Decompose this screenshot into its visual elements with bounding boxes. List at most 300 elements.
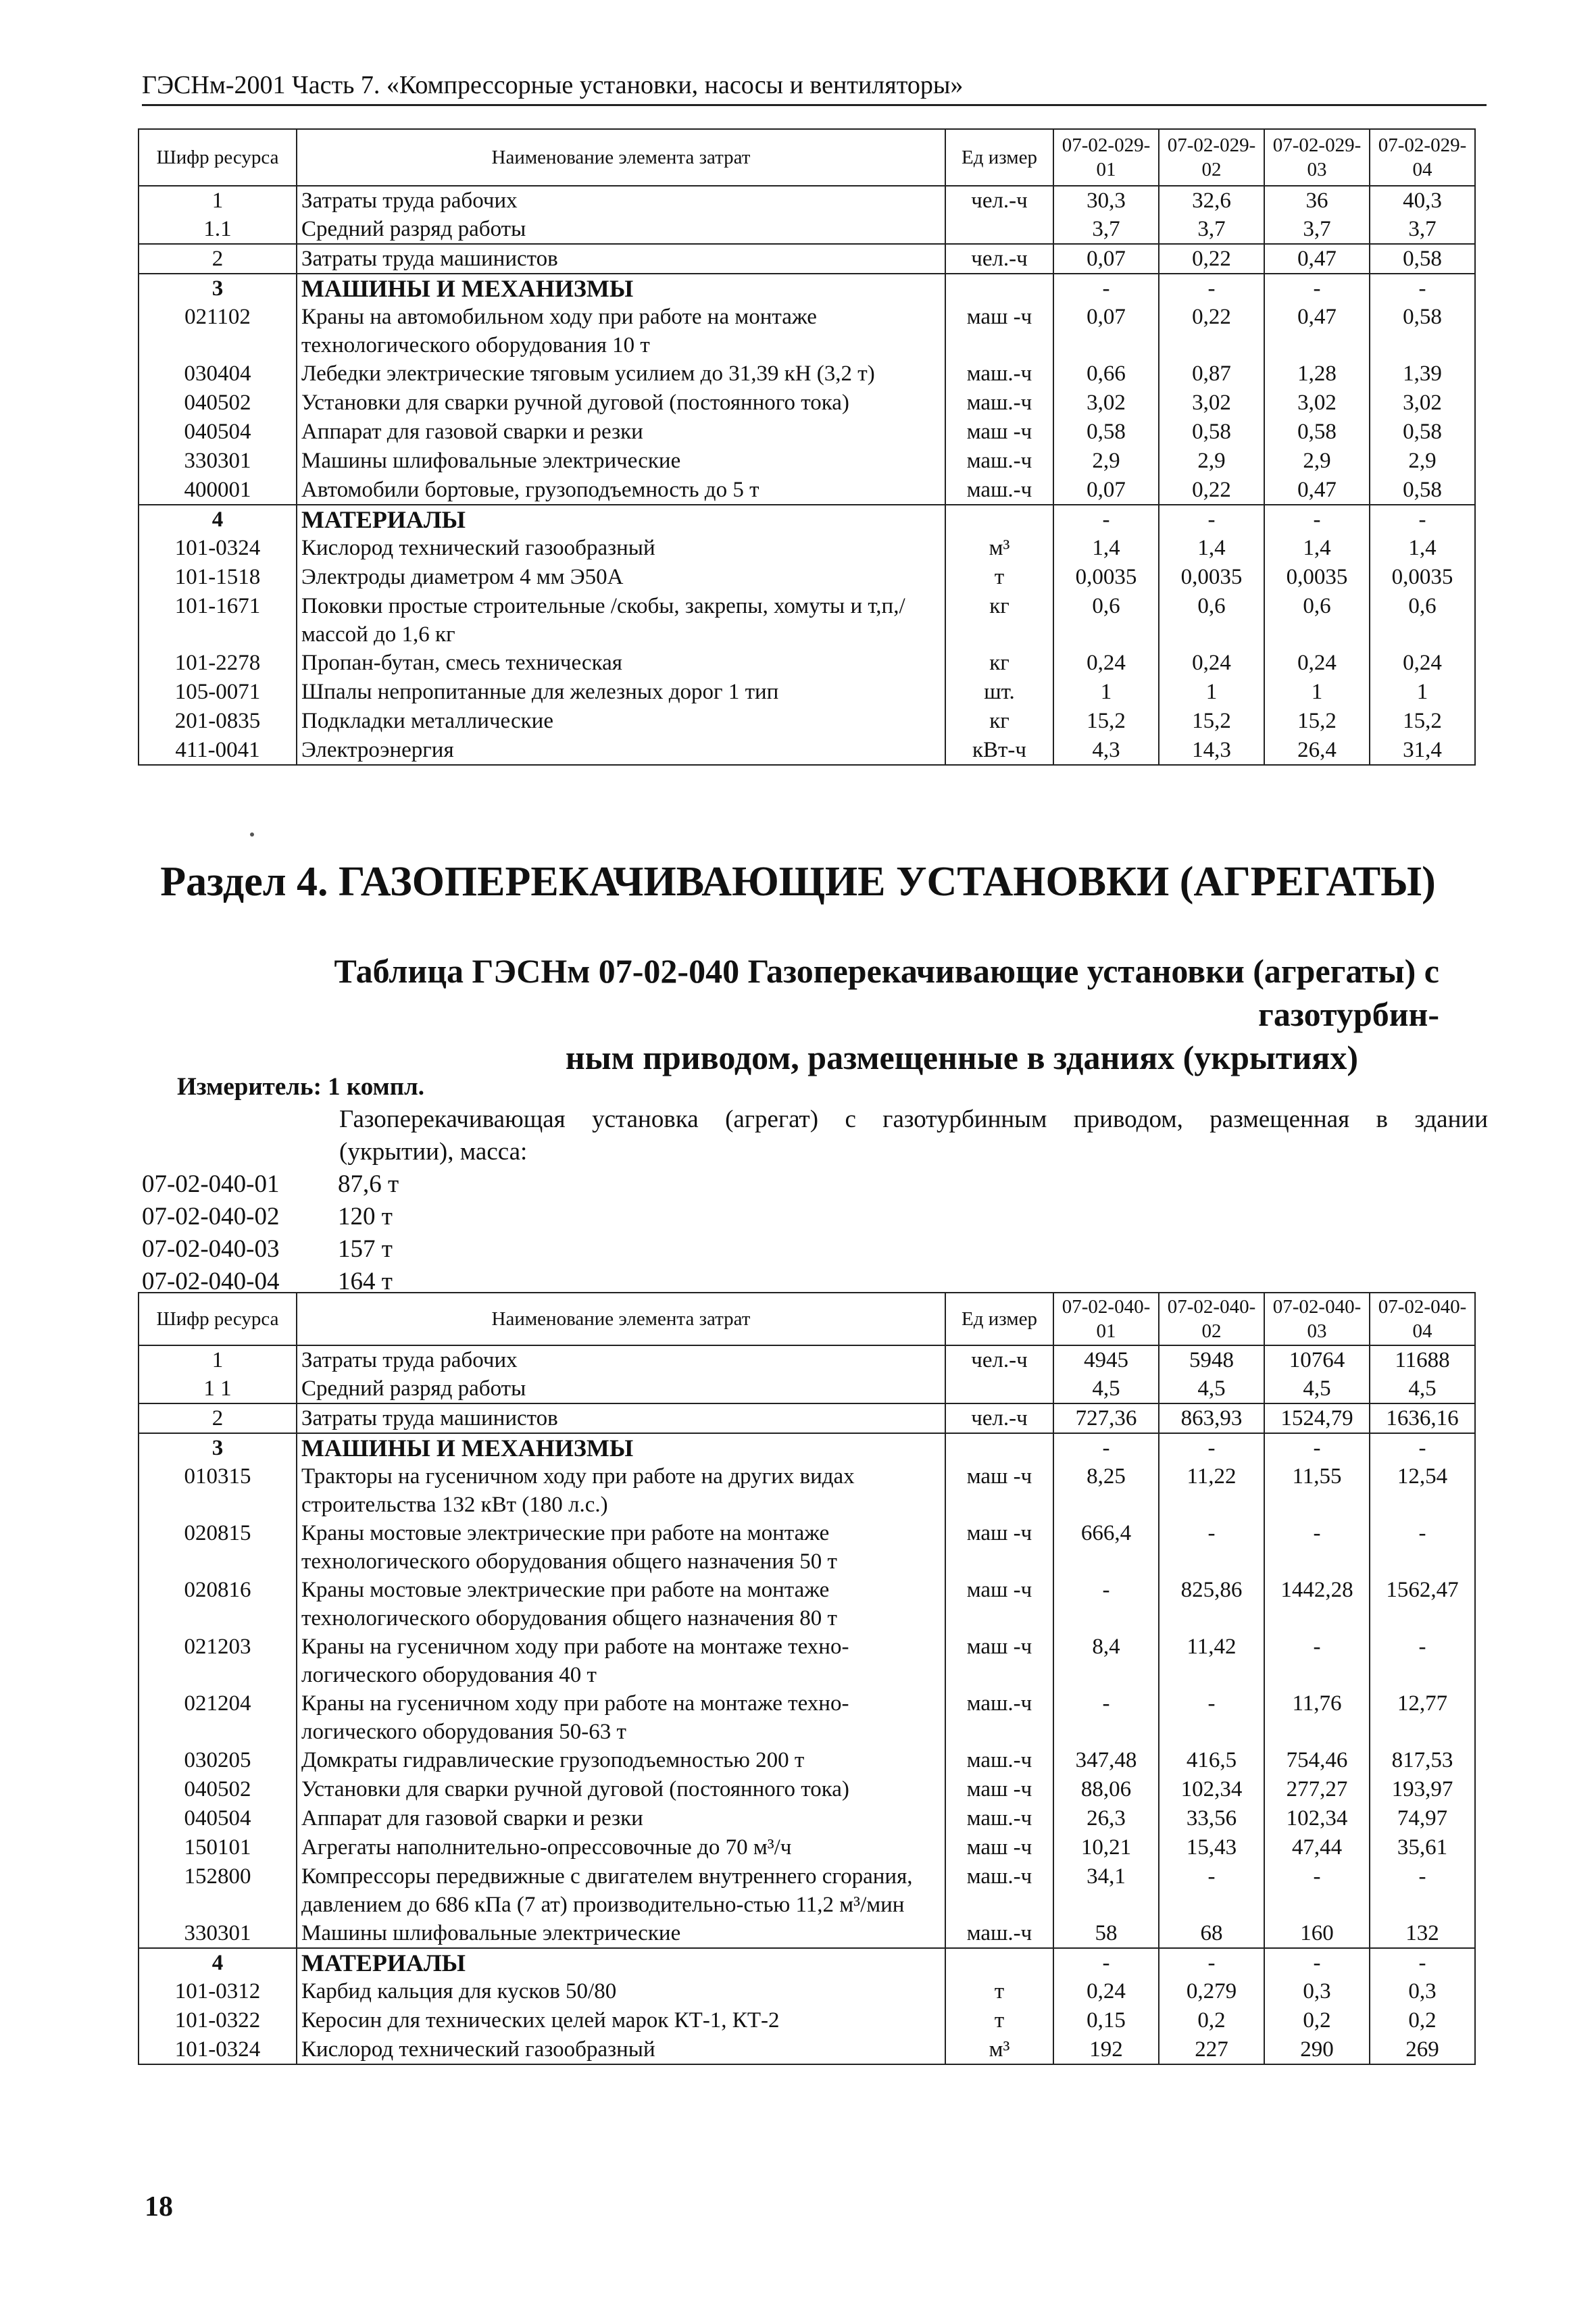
col-header-code: Шифр ресурса (139, 129, 297, 186)
resource-table-029 (138, 128, 1476, 766)
measure-label: Измеритель: (177, 1073, 322, 1101)
col-header-variant: 07-02-029-03 (1264, 129, 1370, 186)
value-cell: - (1159, 274, 1264, 303)
value-cell: 11,55 (1264, 1462, 1370, 1519)
unit: маш.-ч (945, 1919, 1053, 1948)
resource-name: Кислород технический газообразный (297, 2035, 945, 2064)
value-cell: 160 (1264, 1919, 1370, 1948)
value-cell: 1,39 (1370, 359, 1475, 389)
value-cell: 3,7 (1159, 215, 1264, 244)
value-cell: 32,6 (1159, 186, 1264, 215)
value-cell: 3,7 (1370, 215, 1475, 244)
value-cell: 0,22 (1159, 244, 1264, 274)
value-cell: 0,6 (1264, 592, 1370, 649)
value-cell: 0,0035 (1053, 563, 1159, 592)
table-row (139, 1775, 1475, 1804)
table-title-line-1: Таблица ГЭСНм 07-02-040 Газоперекачивающие установки (агрегаты) с газотурбин- (334, 952, 1439, 1033)
table-row (139, 563, 1475, 592)
resource-name: Затраты труда рабочих (297, 186, 945, 215)
value-cell: 47,44 (1264, 1833, 1370, 1862)
value-cell: - (1053, 1689, 1159, 1746)
value-cell: - (1370, 505, 1475, 534)
value-cell: 0,2 (1159, 2006, 1264, 2035)
value-cell: 3,02 (1264, 389, 1370, 418)
table-row (139, 1345, 1475, 1374)
value-cell: 15,2 (1159, 707, 1264, 736)
table-title-line-2: ным приводом, размещенные в зданиях (укрытиях) (565, 1039, 1358, 1076)
value-cell: 33,56 (1159, 1804, 1264, 1833)
table-row (139, 1746, 1475, 1775)
value-cell: - (1370, 1519, 1475, 1576)
unit: маш.-ч (945, 1689, 1053, 1746)
table-row (139, 1689, 1475, 1746)
col-header-variant: 07-02-040-04 (1370, 1293, 1475, 1345)
unit: т (945, 1977, 1053, 2006)
unit: чел.-ч (945, 244, 1053, 274)
table-row (139, 505, 1475, 534)
resource-name: МАТЕРИАЛЫ (297, 1948, 945, 1977)
unit: маш -ч (945, 1519, 1053, 1576)
value-cell: 0,22 (1159, 476, 1264, 505)
table-row (139, 1919, 1475, 1948)
value-cell: 0,66 (1053, 359, 1159, 389)
value-cell: 102,34 (1264, 1804, 1370, 1833)
value-cell: 0,07 (1053, 303, 1159, 359)
measure-item: 07-02-040-02 120 т (142, 1203, 393, 1230)
value-cell: 0,0035 (1370, 563, 1475, 592)
value-cell: 14,3 (1159, 736, 1264, 765)
value-cell: 15,2 (1053, 707, 1159, 736)
value-cell: 192 (1053, 2035, 1159, 2064)
resource-name: Компрессоры передвижные с двигателем внутреннего сгорания, давлением до 686 кПа (7 ат) производительно-стью 11,2 м³/мин (297, 1862, 945, 1919)
unit: м³ (945, 534, 1053, 563)
value-cell: 290 (1264, 2035, 1370, 2064)
resource-name: Тракторы на гусеничном ходу при работе на других видах строительства 132 кВт (180 л.с.) (297, 1462, 945, 1519)
value-cell: 2,9 (1370, 447, 1475, 476)
col-header-code: Шифр ресурса (139, 1293, 297, 1345)
resource-code: 040504 (139, 1804, 297, 1833)
table-row (139, 476, 1475, 505)
value-cell: 3,7 (1053, 215, 1159, 244)
value-cell: 1442,28 (1264, 1576, 1370, 1633)
resource-code: 2 (139, 1403, 297, 1433)
value-cell: 227 (1159, 2035, 1264, 2064)
stray-dot (250, 832, 254, 837)
resource-name: Поковки простые строительные /скобы, закрепы, хомуты и т,п,/ массой до 1,6 кг (297, 592, 945, 649)
table-row (139, 2035, 1475, 2064)
table-row (139, 1433, 1475, 1462)
table-row (139, 215, 1475, 244)
value-cell: - (1053, 1576, 1159, 1633)
unit (945, 1374, 1053, 1403)
value-cell: 8,25 (1053, 1462, 1159, 1519)
measure-item: 07-02-040-04 164 т (142, 1268, 393, 1295)
measure-description-2: (укрытии), масса: (339, 1138, 528, 1166)
table-row (139, 359, 1475, 389)
value-cell: 4,5 (1264, 1374, 1370, 1403)
value-cell: 40,3 (1370, 186, 1475, 215)
table-row (139, 678, 1475, 707)
resource-name: Средний разряд работы (297, 1374, 945, 1403)
value-cell: - (1159, 1433, 1264, 1462)
table-row (139, 1462, 1475, 1519)
value-cell: 4,5 (1159, 1374, 1264, 1403)
running-header: ГЭСНм-2001 Часть 7. «Компрессорные установки, насосы и вентиляторы» (142, 68, 1487, 106)
resource-code: 040502 (139, 389, 297, 418)
value-cell: 0,24 (1264, 649, 1370, 678)
resource-code: 020815 (139, 1519, 297, 1576)
value-cell: 0,2 (1370, 2006, 1475, 2035)
value-cell: 277,27 (1264, 1775, 1370, 1804)
value-cell: 0,58 (1053, 418, 1159, 447)
value-cell: 102,34 (1159, 1775, 1264, 1804)
value-cell: 817,53 (1370, 1746, 1475, 1775)
col-header-variant: 07-02-029-04 (1370, 129, 1475, 186)
value-cell: 0,24 (1053, 1977, 1159, 2006)
unit: маш.-ч (945, 1804, 1053, 1833)
value-cell: 0,07 (1053, 244, 1159, 274)
value-cell: - (1159, 1689, 1264, 1746)
measure-item: 07-02-040-01 87,6 т (142, 1170, 399, 1198)
table-row (139, 592, 1475, 649)
value-cell: 727,36 (1053, 1403, 1159, 1433)
resource-name: МАШИНЫ И МЕХАНИЗМЫ (297, 1433, 945, 1462)
resource-code: 101-0324 (139, 2035, 297, 2064)
value-cell: 1 (1159, 678, 1264, 707)
resource-name: Электроды диаметром 4 мм Э50А (297, 563, 945, 592)
unit (945, 505, 1053, 534)
value-cell: 863,93 (1159, 1403, 1264, 1433)
resource-code: 101-0322 (139, 2006, 297, 2035)
resource-code: 105-0071 (139, 678, 297, 707)
resource-code: 330301 (139, 1919, 297, 1948)
table-row (139, 1833, 1475, 1862)
value-cell: - (1159, 1862, 1264, 1919)
value-cell: 1,28 (1264, 359, 1370, 389)
unit: маш -ч (945, 303, 1053, 359)
value-cell: 12,54 (1370, 1462, 1475, 1519)
value-cell: 0,3 (1264, 1977, 1370, 2006)
value-cell: - (1370, 1633, 1475, 1689)
value-cell: 11,42 (1159, 1633, 1264, 1689)
resource-name: Затраты труда машинистов (297, 244, 945, 274)
value-cell: 1,4 (1159, 534, 1264, 563)
table-row (139, 1403, 1475, 1433)
unit: маш.-ч (945, 1746, 1053, 1775)
value-cell: 0,47 (1264, 476, 1370, 505)
resource-code: 1 (139, 186, 297, 215)
value-cell: 4,5 (1053, 1374, 1159, 1403)
table-row (139, 244, 1475, 274)
value-cell: 2,9 (1053, 447, 1159, 476)
table-row (139, 649, 1475, 678)
table-row (139, 2006, 1475, 2035)
col-header-variant: 07-02-029-02 (1159, 129, 1264, 186)
value-cell: 12,77 (1370, 1689, 1475, 1746)
value-cell: 0,07 (1053, 476, 1159, 505)
value-cell: - (1264, 274, 1370, 303)
measure-description-1: Газоперекачивающая установка (агрегат) с газотурбинным приводом, размещенная в здании (339, 1105, 1488, 1133)
value-cell: 269 (1370, 2035, 1475, 2064)
resource-code: 040502 (139, 1775, 297, 1804)
value-cell: 0,58 (1264, 418, 1370, 447)
value-cell: - (1159, 1948, 1264, 1977)
table-row (139, 186, 1475, 215)
resource-code: 1.1 (139, 215, 297, 244)
table-row (139, 1374, 1475, 1403)
unit: кВт-ч (945, 736, 1053, 765)
resource-code: 020816 (139, 1576, 297, 1633)
value-cell: 30,3 (1053, 186, 1159, 215)
resource-code: 4 (139, 505, 297, 534)
resource-code: 1 (139, 1345, 297, 1374)
resource-code: 101-1671 (139, 592, 297, 649)
resource-code: 021102 (139, 303, 297, 359)
value-cell: 15,43 (1159, 1833, 1264, 1862)
value-cell: 5948 (1159, 1345, 1264, 1374)
resource-code: 330301 (139, 447, 297, 476)
value-cell: 347,48 (1053, 1746, 1159, 1775)
table-row (139, 303, 1475, 359)
value-cell: 0,58 (1370, 418, 1475, 447)
resource-name: Краны на гусеничном ходу при работе на монтаже техно-логического оборудования 40 т (297, 1633, 945, 1689)
unit: маш.-ч (945, 447, 1053, 476)
resource-code: 4 (139, 1948, 297, 1977)
value-cell: 666,4 (1053, 1519, 1159, 1576)
value-cell: - (1053, 1948, 1159, 1977)
resource-name: Краны мостовые электрические при работе на монтаже технологического оборудования общего назначения 80 т (297, 1576, 945, 1633)
unit: кг (945, 649, 1053, 678)
value-cell: 68 (1159, 1919, 1264, 1948)
unit: маш.-ч (945, 1862, 1053, 1919)
value-cell: 1636,16 (1370, 1403, 1475, 1433)
unit: кг (945, 592, 1053, 649)
resource-name: МАШИНЫ И МЕХАНИЗМЫ (297, 274, 945, 303)
resource-code: 030404 (139, 359, 297, 389)
resource-name: Автомобили бортовые, грузоподъемность до 5 т (297, 476, 945, 505)
value-cell: 754,46 (1264, 1746, 1370, 1775)
table-row (139, 1804, 1475, 1833)
table-row (139, 707, 1475, 736)
value-cell: - (1053, 505, 1159, 534)
unit: т (945, 563, 1053, 592)
value-cell: - (1264, 1633, 1370, 1689)
unit: чел.-ч (945, 1345, 1053, 1374)
value-cell: 0,58 (1159, 418, 1264, 447)
value-cell: 35,61 (1370, 1833, 1475, 1862)
resource-name: Краны на автомобильном ходу при работе на монтаже технологического оборудования 10 т (297, 303, 945, 359)
unit: маш -ч (945, 1576, 1053, 1633)
resource-code: 010315 (139, 1462, 297, 1519)
value-cell: 193,97 (1370, 1775, 1475, 1804)
resource-name: Карбид кальция для кусков 50/80 (297, 1977, 945, 2006)
unit: маш -ч (945, 418, 1053, 447)
unit (945, 1948, 1053, 1977)
resource-code: 040504 (139, 418, 297, 447)
value-cell: 2,9 (1159, 447, 1264, 476)
value-cell: 2,9 (1264, 447, 1370, 476)
value-cell: 1 (1370, 678, 1475, 707)
resource-name: Домкраты гидравлические грузоподъемностью 200 т (297, 1746, 945, 1775)
unit: маш -ч (945, 1775, 1053, 1804)
table-row (139, 736, 1475, 765)
unit (945, 1433, 1053, 1462)
value-cell: 825,86 (1159, 1576, 1264, 1633)
value-cell: 1,4 (1053, 534, 1159, 563)
table-row (139, 1519, 1475, 1576)
value-cell: 1562,47 (1370, 1576, 1475, 1633)
resource-code: 400001 (139, 476, 297, 505)
unit (945, 215, 1053, 244)
value-cell: 74,97 (1370, 1804, 1475, 1833)
value-cell: 3,02 (1159, 389, 1264, 418)
value-cell: - (1370, 274, 1475, 303)
value-cell: 0,24 (1370, 649, 1475, 678)
resource-code: 101-0312 (139, 1977, 297, 2006)
value-cell: - (1264, 1433, 1370, 1462)
value-cell: 4945 (1053, 1345, 1159, 1374)
value-cell: 11,76 (1264, 1689, 1370, 1746)
value-cell: - (1370, 1862, 1475, 1919)
value-cell: 3,02 (1053, 389, 1159, 418)
resource-code: 2 (139, 244, 297, 274)
value-cell: 0,6 (1053, 592, 1159, 649)
resource-code: 101-1518 (139, 563, 297, 592)
resource-name: Шпалы непропитанные для железных дорог 1 тип (297, 678, 945, 707)
value-cell: 4,5 (1370, 1374, 1475, 1403)
value-cell: 0,58 (1370, 244, 1475, 274)
page-number: 18 (145, 2191, 173, 2222)
value-cell: - (1053, 274, 1159, 303)
resource-name: Установки для сварки ручной дуговой (постоянного тока) (297, 1775, 945, 1804)
value-cell: 26,3 (1053, 1804, 1159, 1833)
value-cell: 0,0035 (1159, 563, 1264, 592)
resource-name: Установки для сварки ручной дуговой (постоянного тока) (297, 389, 945, 418)
value-cell: - (1264, 1948, 1370, 1977)
value-cell: - (1159, 505, 1264, 534)
value-cell: 10764 (1264, 1345, 1370, 1374)
value-cell: 0,87 (1159, 359, 1264, 389)
value-cell: - (1370, 1948, 1475, 1977)
resource-name: Краны на гусеничном ходу при работе на монтаже техно-логического оборудования 50-63 т (297, 1689, 945, 1746)
table-title (155, 949, 1439, 1079)
resource-code: 1 1 (139, 1374, 297, 1403)
value-cell: 8,4 (1053, 1633, 1159, 1689)
value-cell: 0,24 (1159, 649, 1264, 678)
col-header-unit: Ед измер (945, 129, 1053, 186)
value-cell: 31,4 (1370, 736, 1475, 765)
col-header-variant: 07-02-029-01 (1053, 129, 1159, 186)
resource-name: Затраты труда машинистов (297, 1403, 945, 1433)
value-cell: 3,02 (1370, 389, 1475, 418)
value-cell: - (1264, 1519, 1370, 1576)
unit: маш.-ч (945, 359, 1053, 389)
resource-name: Электроэнергия (297, 736, 945, 765)
resource-code: 101-2278 (139, 649, 297, 678)
value-cell: 26,4 (1264, 736, 1370, 765)
value-cell: - (1053, 1433, 1159, 1462)
unit: шт. (945, 678, 1053, 707)
value-cell: - (1264, 1862, 1370, 1919)
unit (945, 274, 1053, 303)
measure-value: 1 компл. (328, 1073, 425, 1101)
resource-code: 150101 (139, 1833, 297, 1862)
col-header-unit: Ед измер (945, 1293, 1053, 1345)
resource-code: 021204 (139, 1689, 297, 1746)
col-header-name: Наименование элемента затрат (297, 1293, 945, 1345)
table-row (139, 447, 1475, 476)
resource-name: Средний разряд работы (297, 215, 945, 244)
value-cell: 0,22 (1159, 303, 1264, 359)
table-row (139, 1633, 1475, 1689)
value-cell: 132 (1370, 1919, 1475, 1948)
value-cell: 1524,79 (1264, 1403, 1370, 1433)
unit: маш -ч (945, 1462, 1053, 1519)
value-cell: 0,2 (1264, 2006, 1370, 2035)
resource-table-040 (138, 1292, 1476, 2065)
value-cell: 4,3 (1053, 736, 1159, 765)
resource-code: 3 (139, 274, 297, 303)
value-cell: 1 (1264, 678, 1370, 707)
resource-name: Машины шлифовальные электрические (297, 447, 945, 476)
value-cell: 0,47 (1264, 244, 1370, 274)
resource-name: Машины шлифовальные электрические (297, 1919, 945, 1948)
table-row (139, 418, 1475, 447)
col-header-name: Наименование элемента затрат (297, 129, 945, 186)
value-cell: 0,3 (1370, 1977, 1475, 2006)
resource-name: Лебедки электрические тяговым усилием до 31,39 кН (3,2 т) (297, 359, 945, 389)
table-row (139, 274, 1475, 303)
value-cell: 0,15 (1053, 2006, 1159, 2035)
col-header-variant: 07-02-040-01 (1053, 1293, 1159, 1345)
col-header-variant: 07-02-040-02 (1159, 1293, 1264, 1345)
resource-name: Агрегаты наполнительно-опрессовочные до 70 м³/ч (297, 1833, 945, 1862)
table-row (139, 1948, 1475, 1977)
resource-code: 030205 (139, 1746, 297, 1775)
resource-code: 152800 (139, 1862, 297, 1919)
resource-code: 021203 (139, 1633, 297, 1689)
unit: маш -ч (945, 1833, 1053, 1862)
value-cell: 416,5 (1159, 1746, 1264, 1775)
value-cell: 11,22 (1159, 1462, 1264, 1519)
unit: маш -ч (945, 1633, 1053, 1689)
value-cell: - (1264, 505, 1370, 534)
value-cell: 36 (1264, 186, 1370, 215)
resource-name: Подкладки металлические (297, 707, 945, 736)
value-cell: 0,279 (1159, 1977, 1264, 2006)
value-cell: 88,06 (1053, 1775, 1159, 1804)
unit: т (945, 2006, 1053, 2035)
value-cell: - (1159, 1519, 1264, 1576)
unit: м³ (945, 2035, 1053, 2064)
resource-code: 101-0324 (139, 534, 297, 563)
value-cell: 1,4 (1264, 534, 1370, 563)
resource-name: Аппарат для газовой сварки и резки (297, 1804, 945, 1833)
value-cell: 1 (1053, 678, 1159, 707)
resource-name: Пропан-бутан, смесь техническая (297, 649, 945, 678)
value-cell: - (1370, 1433, 1475, 1462)
value-cell: 0,24 (1053, 649, 1159, 678)
value-cell: 58 (1053, 1919, 1159, 1948)
unit: маш.-ч (945, 476, 1053, 505)
table-row (139, 389, 1475, 418)
value-cell: 11688 (1370, 1345, 1475, 1374)
resource-name: МАТЕРИАЛЫ (297, 505, 945, 534)
value-cell: 0,0035 (1264, 563, 1370, 592)
unit: кг (945, 707, 1053, 736)
resource-name: Аппарат для газовой сварки и резки (297, 418, 945, 447)
value-cell: 15,2 (1264, 707, 1370, 736)
